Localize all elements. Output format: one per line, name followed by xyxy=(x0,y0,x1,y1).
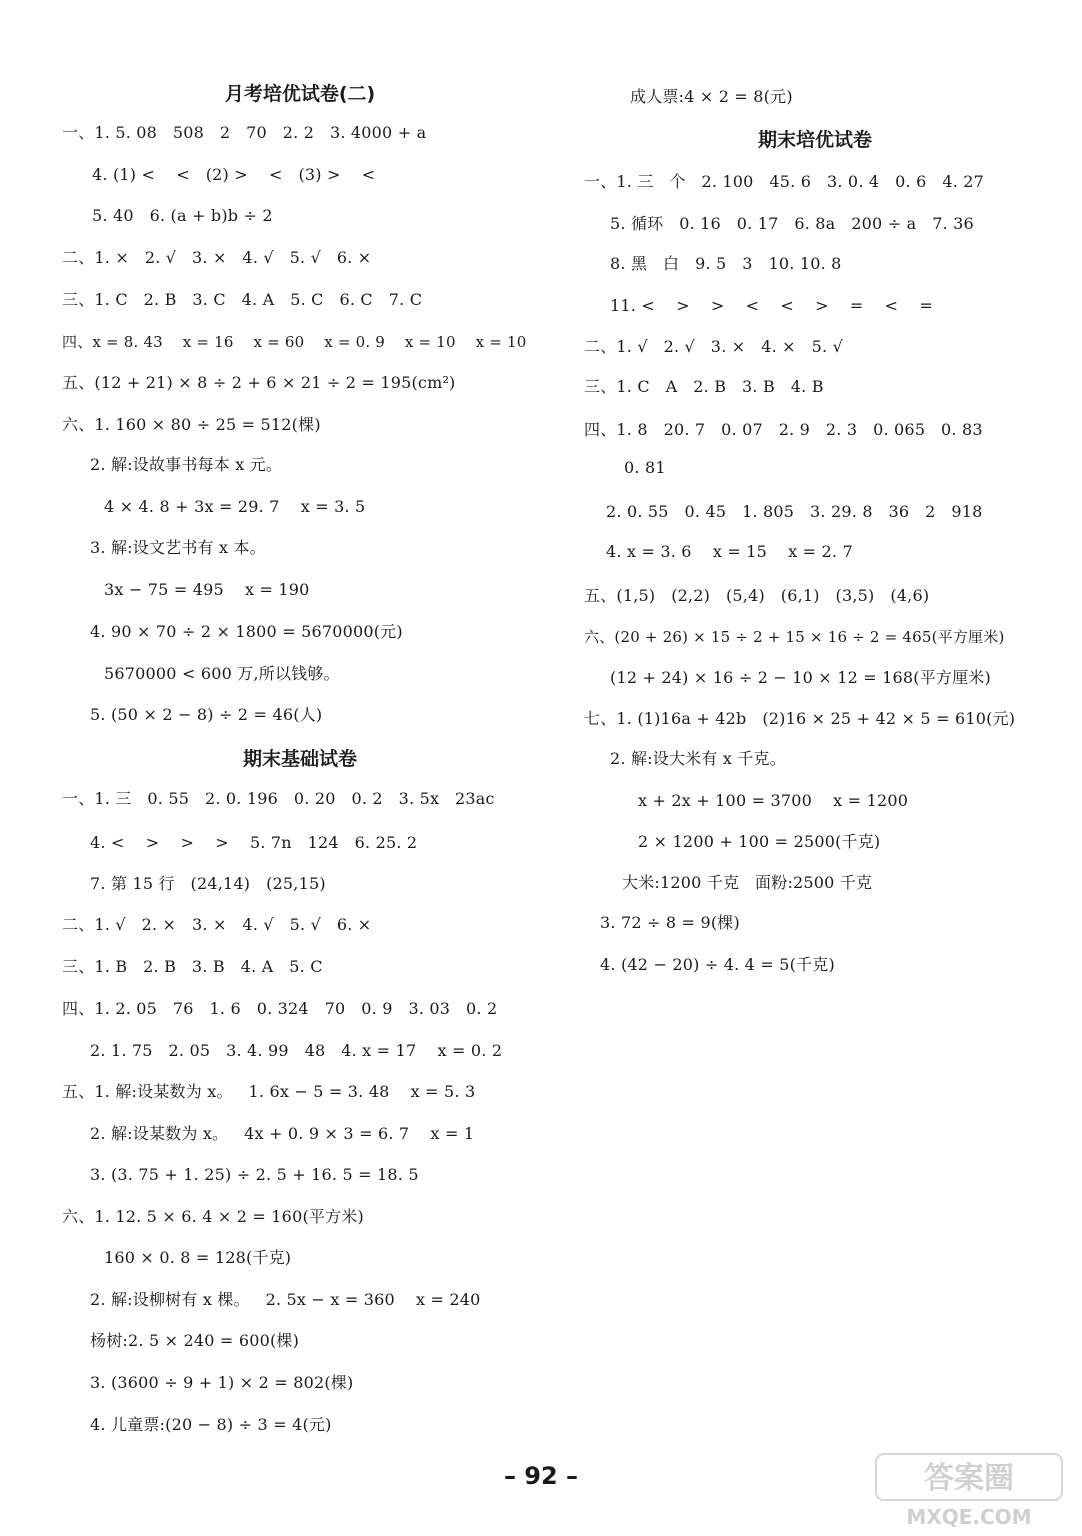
answer-line: (12 + 24) × 16 ÷ 2 − 10 × 12 = 168(平方厘米) xyxy=(610,668,991,687)
answer-line: 二、1. √ 2. × 3. × 4. √ 5. √ 6. × xyxy=(62,915,372,934)
answer-line: 160 × 0. 8 = 128(千克) xyxy=(104,1248,292,1267)
answer-line: 五、(12 + 21) × 8 ÷ 2 + 6 × 21 ÷ 2 = 195(cm²) xyxy=(62,373,456,392)
answer-line: 5. (50 × 2 − 8) ÷ 2 = 46(人) xyxy=(90,705,323,724)
answer-line: 3. (3. 75 + 1. 25) ÷ 2. 5 + 16. 5 = 18. 5 xyxy=(90,1165,419,1184)
answer-line: 二、1. × 2. √ 3. × 4. √ 5. √ 6. × xyxy=(62,248,372,267)
answer-line: 3x − 75 = 495 x = 190 xyxy=(104,580,310,599)
answer-line: 4 × 4. 8 + 3x = 29. 7 x = 3. 5 xyxy=(104,497,366,516)
answer-line: 七、1. (1)16a + 42b (2)16 × 25 + 42 × 5 = 610(元) xyxy=(584,709,1016,728)
answer-line: 2. 解:设某数为 x。 4x + 0. 9 × 3 = 6. 7 x = 1 xyxy=(90,1124,475,1143)
answer-line: 六、1. 12. 5 × 6. 4 × 2 = 160(平方米) xyxy=(62,1207,364,1226)
answer-line: 三、1. B 2. B 3. B 4. A 5. C xyxy=(62,957,323,976)
answer-line: 2. 解:设柳树有 x 棵。 2. 5x − x = 360 x = 240 xyxy=(90,1290,481,1309)
answer-line: 4. x = 3. 6 x = 15 x = 2. 7 xyxy=(606,542,853,561)
answer-line: 成人票:4 × 2 = 8(元) xyxy=(630,87,793,106)
watermark-logo xyxy=(874,1450,1064,1530)
answer-line: 3. 解:设文艺书有 x 本。 xyxy=(90,538,266,557)
answer-line: 4. (42 − 20) ÷ 4. 4 = 5(千克) xyxy=(600,955,835,974)
answer-line: 一、1. 5. 08 508 2 70 2. 2 3. 4000 + a xyxy=(62,123,427,142)
answer-line: 杨树:2. 5 × 240 = 600(棵) xyxy=(90,1331,300,1350)
watermark-text: 答案圈 xyxy=(924,1461,1014,1496)
answer-line: 三、1. C 2. B 3. C 4. A 5. C 6. C 7. C xyxy=(62,290,423,309)
answer-line: 5670000 < 600 万,所以钱够。 xyxy=(104,664,340,683)
answer-line: 4. < > > > 5. 7n 124 6. 25. 2 xyxy=(90,833,418,852)
answer-line: 四、x = 8. 43 x = 16 x = 60 x = 0. 9 x = 10 x = 10 xyxy=(62,333,527,351)
answer-line: 8. 黑 白 9. 5 3 10. 10. 8 xyxy=(610,254,842,273)
answer-line: 四、1. 2. 05 76 1. 6 0. 324 70 0. 9 3. 03 0. 2 xyxy=(62,999,498,1018)
answer-line: 一、1. 三 0. 55 2. 0. 196 0. 20 0. 2 3. 5x 23ac xyxy=(62,789,495,808)
answer-line: 六、(20 + 26) × 15 ÷ 2 + 15 × 16 ÷ 2 = 465(平方厘米) xyxy=(584,628,1005,646)
answer-line: 一、1. 三 个 2. 100 45. 6 3. 0. 4 0. 6 4. 27 xyxy=(584,172,985,191)
section-title-final-advanced: 期末培优试卷 xyxy=(757,129,872,151)
answer-line: 二、1. √ 2. √ 3. × 4. × 5. √ xyxy=(584,337,843,356)
answer-line: 六、1. 160 × 80 ÷ 25 = 512(棵) xyxy=(62,415,321,434)
answer-line: 3. 72 ÷ 8 = 9(棵) xyxy=(600,913,740,932)
answer-line: x + 2x + 100 = 3700 x = 1200 xyxy=(638,791,909,810)
answer-line: 2. 解:设大米有 x 千克。 xyxy=(610,749,786,768)
answer-line: 3. (3600 ÷ 9 + 1) × 2 = 802(棵) xyxy=(90,1373,354,1392)
answer-line: 7. 第 15 行 (24,14) (25,15) xyxy=(90,874,326,893)
page-number: – 92 – xyxy=(503,1462,579,1490)
answer-line: 五、(1,5) (2,2) (5,4) (6,1) (3,5) (4,6) xyxy=(584,586,930,605)
answer-line: 5. 40 6. (a + b)b ÷ 2 xyxy=(92,206,273,225)
answer-line: 五、1. 解:设某数为 x。 1. 6x − 5 = 3. 48 x = 5. 3 xyxy=(62,1082,476,1101)
answer-line: 11. < > > < < > = < = xyxy=(610,296,933,315)
answer-line: 2. 0. 55 0. 45 1. 805 3. 29. 8 36 2 918 xyxy=(606,502,983,521)
answer-line: 三、1. C A 2. B 3. B 4. B xyxy=(584,377,824,396)
section-title-monthly-test-2: 月考培优试卷(二) xyxy=(224,83,376,105)
answer-line: 0. 81 xyxy=(624,458,666,477)
answer-line: 4. 90 × 70 ÷ 2 × 1800 = 5670000(元) xyxy=(90,622,403,641)
answer-line: 2 × 1200 + 100 = 2500(千克) xyxy=(638,832,881,851)
answer-line: 大米:1200 千克 面粉:2500 千克 xyxy=(622,873,873,892)
answer-line: 4. (1) < < (2) > < (3) > < xyxy=(92,165,376,184)
answer-line: 2. 解:设故事书每本 x 元。 xyxy=(90,455,283,474)
watermark-site: MXQE.COM xyxy=(906,1505,1032,1529)
answer-line: 四、1. 8 20. 7 0. 07 2. 9 2. 3 0. 065 0. 83 xyxy=(584,420,983,439)
answer-line: 4. 儿童票:(20 − 8) ÷ 3 = 4(元) xyxy=(90,1415,332,1434)
answer-line: 5. 循环 0. 16 0. 17 6. 8a 200 ÷ a 7. 36 xyxy=(610,214,974,233)
answer-line: 2. 1. 75 2. 05 3. 4. 99 48 4. x = 17 x = 0. 2 xyxy=(90,1041,503,1060)
section-title-final-basic: 期末基础试卷 xyxy=(242,748,357,770)
